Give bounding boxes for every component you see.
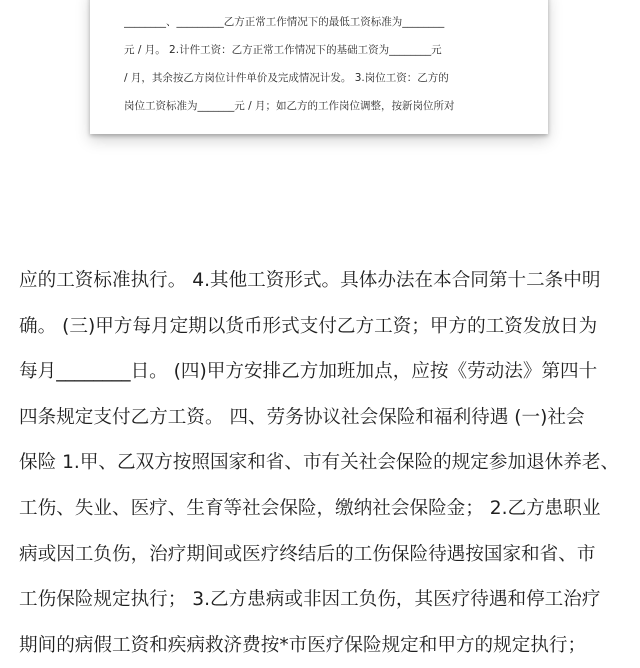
body-line: 应的工资标准执行。 4.其他工资形式。具体办法在本合同第十二条中明 bbox=[19, 270, 601, 291]
preview-line: / 月，其余按乙方岗位计件单价及完成情况计发。 3.岗位工资：乙方的 bbox=[124, 72, 449, 84]
preview-line: 元 / 月。 2.计件工资：乙方正常工作情况下的基础工资为________元 bbox=[124, 44, 442, 56]
body-line: 确。 (三)甲方每月定期以货币形式支付乙方工资；甲方的工资发放日为 bbox=[19, 315, 598, 337]
preview-line: ________、_________乙方正常工作情况下的最低工资标准为________ bbox=[124, 16, 445, 28]
body-line: 四条规定支付乙方工资。 四、劳务协议社会保险和福利待遇 (一)社会 bbox=[19, 406, 585, 428]
body-line: 病或因工负伤，治疗期间或医疗终结后的工伤保险待遇按国家和省、市 bbox=[19, 543, 596, 565]
body-line: 工伤保险规定执行； 3.乙方患病或非因工负伤，其医疗待遇和停工治疗 bbox=[19, 589, 601, 611]
preview-line: 岗位工资标准为_______元 / 月；如乙方的工作岗位调整，按新岗位所对 bbox=[124, 100, 455, 112]
document-body-text bbox=[19, 258, 625, 668]
body-line: 期间的病假工资和疾病救济费按*市医疗保险规定和甲方的规定执行； bbox=[19, 634, 587, 656]
page-preview-card bbox=[90, 0, 548, 134]
body-line: 保险 1.甲、乙双方按照国家和省、市有关社会保险的规定参加退休养老、 bbox=[19, 452, 620, 474]
body-line: 工伤、失业、医疗、生育等社会保险，缴纳社会保险金； 2.乙方患职业 bbox=[19, 497, 601, 519]
body-line: 每月________日。 (四)甲方安排乙方加班加点，应按《劳动法》第四十 bbox=[19, 361, 598, 383]
preview-text-block bbox=[124, 8, 520, 120]
